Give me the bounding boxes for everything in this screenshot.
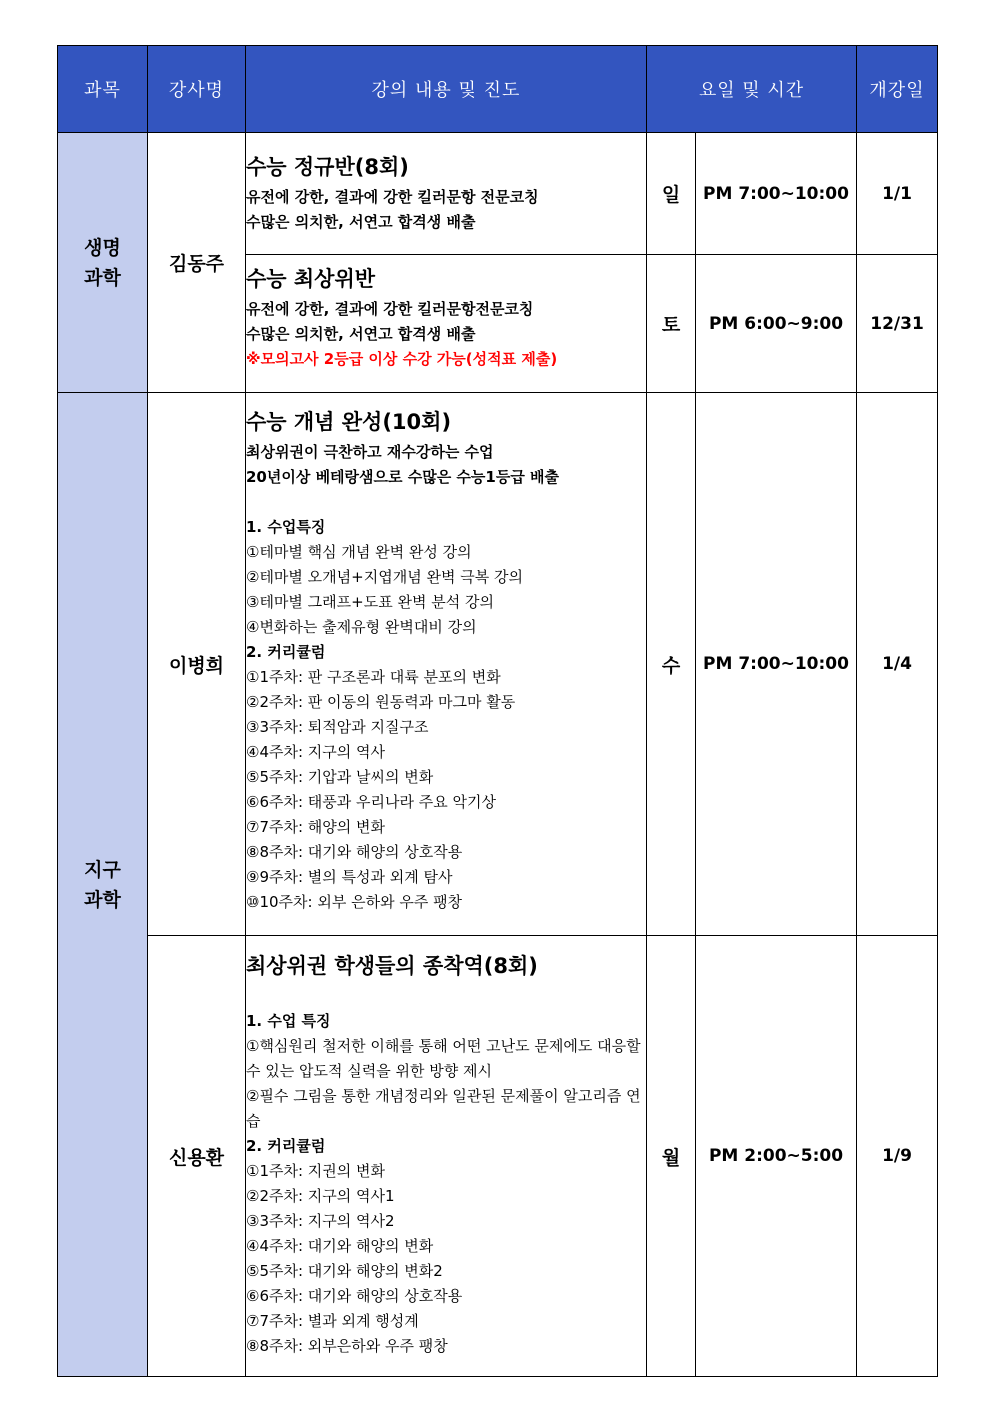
course-title: 수능 정규반(8회)	[246, 155, 409, 179]
header-content: 강의 내용 및 진도	[246, 46, 647, 133]
subject-name-line: 과학	[84, 266, 121, 289]
feature-item: ①테마별 핵심 개념 완벽 완성 강의	[246, 543, 472, 561]
table-row	[58, 133, 938, 255]
header-row	[58, 46, 938, 133]
subject-cell-biology	[58, 133, 148, 393]
content-cell	[246, 393, 647, 936]
section-heading: 2. 커리큘럼	[246, 643, 326, 661]
course-desc-line: 유전에 강한, 결과에 강한 킬러문항전문코칭	[246, 300, 534, 318]
curriculum-item: ②2주차: 판 이동의 원동력과 마그마 활동	[246, 693, 516, 711]
header-subject: 과목	[58, 46, 148, 133]
course-title: 수능 최상위반	[246, 267, 376, 291]
header-open-date: 개강일	[857, 46, 938, 133]
curriculum-item: ①1주차: 판 구조론과 대륙 분포의 변화	[246, 668, 501, 686]
course-desc-line: 유전에 강한, 결과에 강한 킬러문항 전문코칭	[246, 188, 539, 206]
time-cell: PM 7:00~10:00	[696, 133, 857, 255]
feature-item: ④변화하는 출제유형 완벽대비 강의	[246, 618, 477, 636]
day-cell: 수	[647, 393, 696, 936]
course-desc-line: 20년이상 베테랑샘으로 수많은 수능1등급 배출	[246, 468, 560, 486]
feature-item: ①핵심원리 철저한 이해를 통해 어떤 고난도 문제에도 대응할 수 있는 압도적 실력을 위한 방향 제시	[246, 1037, 641, 1080]
section-heading: 1. 수업 특징	[246, 1012, 331, 1030]
day-cell: 토	[647, 255, 696, 393]
course-desc-line: 최상위권이 극찬하고 재수강하는 수업	[246, 443, 494, 461]
open-date-cell: 1/9	[857, 936, 938, 1377]
curriculum-item: ③3주차: 지구의 역사2	[246, 1212, 395, 1230]
curriculum-item: ⑥6주차: 태풍과 우리나라 주요 악기상	[246, 793, 496, 811]
course-title: 수능 개념 완성(10회)	[246, 410, 452, 434]
header-teacher: 강사명	[148, 46, 246, 133]
table-row	[58, 936, 938, 1377]
curriculum-item: ⑧8주차: 대기와 해양의 상호작용	[246, 843, 463, 861]
schedule-table	[57, 45, 938, 1377]
day-cell: 월	[647, 936, 696, 1377]
subject-name-line: 생명	[84, 236, 121, 259]
course-title: 최상위권 학생들의 종착역(8회)	[246, 954, 538, 978]
teacher-cell: 김동주	[148, 133, 246, 393]
subject-name-line: 지구	[84, 858, 121, 881]
curriculum-item: ①1주차: 지권의 변화	[246, 1162, 386, 1180]
time-cell: PM 2:00~5:00	[696, 936, 857, 1377]
curriculum-item: ⑨9주차: 별의 특성과 외계 탐사	[246, 868, 453, 886]
content-cell	[246, 133, 647, 255]
spacer	[246, 490, 646, 515]
open-date-cell: 12/31	[857, 255, 938, 393]
curriculum-item: ⑦7주차: 해양의 변화	[246, 818, 386, 836]
subject-cell-earth-science	[58, 393, 148, 1377]
teacher-cell: 이병희	[148, 393, 246, 936]
course-desc-line: 수많은 의치한, 서연고 합격생 배출	[246, 325, 476, 343]
curriculum-item: ⑥6주차: 대기와 해양의 상호작용	[246, 1287, 463, 1305]
spacer	[246, 984, 646, 1009]
subject-name-line: 과학	[84, 888, 121, 911]
feature-item: ②필수 그림을 통한 개념정리와 일관된 문제풀이 알고리즘 연습	[246, 1087, 641, 1130]
feature-item: ②테마별 오개념+지엽개념 완벽 극복 강의	[246, 568, 523, 586]
section-heading: 2. 커리큘럼	[246, 1137, 326, 1155]
curriculum-item: ⑤5주차: 대기와 해양의 변화2	[246, 1262, 443, 1280]
feature-item: ③테마별 그래프+도표 완벽 분석 강의	[246, 593, 494, 611]
day-cell: 일	[647, 133, 696, 255]
table-row	[58, 393, 938, 936]
header-schedule: 요일 및 시간	[647, 46, 857, 133]
curriculum-item: ④4주차: 지구의 역사	[246, 743, 386, 761]
time-cell: PM 6:00~9:00	[696, 255, 857, 393]
curriculum-item: ⑦7주차: 별과 외계 행성계	[246, 1312, 419, 1330]
open-date-cell: 1/4	[857, 393, 938, 936]
curriculum-item: ⑤5주차: 기압과 날씨의 변화	[246, 768, 434, 786]
section-heading: 1. 수업특징	[246, 518, 326, 536]
curriculum-item: ④4주차: 대기와 해양의 변화	[246, 1237, 434, 1255]
content-cell	[246, 936, 647, 1377]
content-cell	[246, 255, 647, 393]
open-date-cell: 1/1	[857, 133, 938, 255]
time-cell: PM 7:00~10:00	[696, 393, 857, 936]
course-note: ※모의고사 2등급 이상 수강 가능(성적표 제출)	[246, 350, 558, 368]
curriculum-item: ⑧8주차: 외부은하와 우주 팽창	[246, 1337, 448, 1355]
curriculum-item: ②2주차: 지구의 역사1	[246, 1187, 395, 1205]
course-desc-line: 수많은 의치한, 서연고 합격생 배출	[246, 213, 476, 231]
curriculum-item: ③3주차: 퇴적암과 지질구조	[246, 718, 429, 736]
teacher-cell: 신용환	[148, 936, 246, 1377]
curriculum-item: ⑩10주차: 외부 은하와 우주 팽창	[246, 893, 463, 911]
